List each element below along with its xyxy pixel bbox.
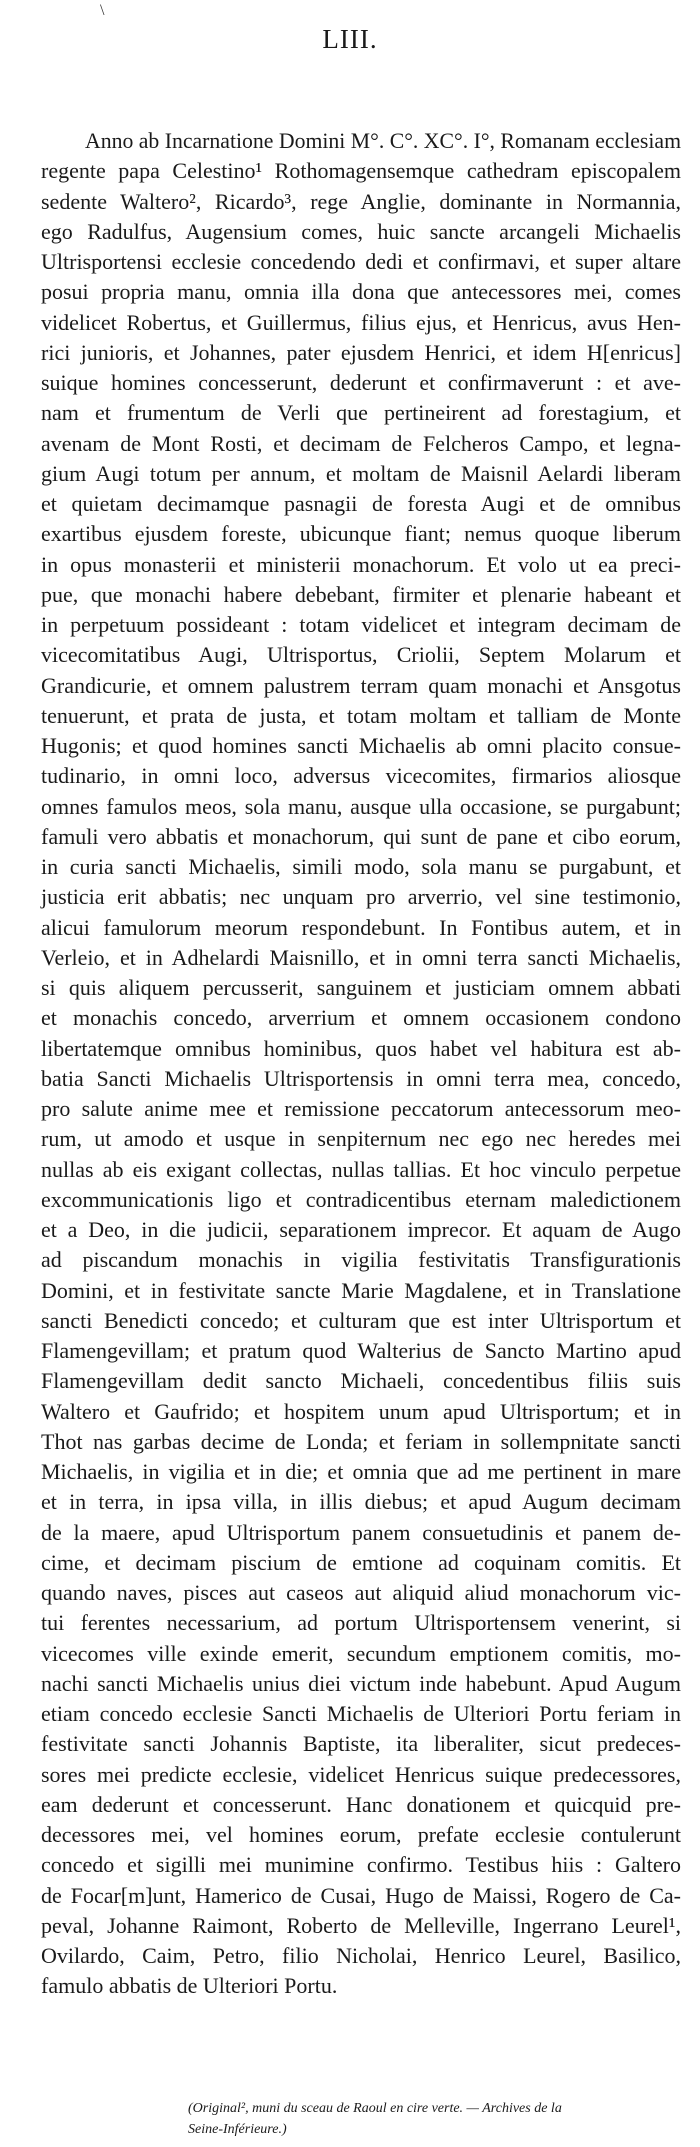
charter-line: Ultrisportensi ecclesie concedendo dedi et confirmavi, et super altare [41,249,681,274]
charter-line: alicui famulorum meorum respondebunt. In Fontibus autem, et in [41,914,681,940]
charter-line: ad piscandum monachis in vigilia festivitatis Transfigurationis [41,1247,681,1273]
charter-line: tudinario, in omni loco, adversus vicecomites, firmarios aliosque [41,763,681,789]
charter-line: Thot nas garbas decime de Londa; et feriam in sollempnitate sancti [41,1428,681,1454]
charter-line: rici junioris, et Johannes, pater ejusdem Henrici, et idem H[enricus] [41,339,681,365]
charter-line: si quis aliquem percusserit, sanguinem et justiciam omnem abbati [41,975,681,1000]
charter-line: avenam de Mont Rosti, et decimam de Felcheros Campo, et legna- [41,430,681,456]
charter-line: Flamengevillam dedit sancto Michaeli, concedentibus filiis suis [41,1368,681,1394]
charter-line: Hugonis; et quod homines sancti Michaelis ab omni placito consue- [41,733,681,758]
charter-line: sancti Benedicti concedo; et culturam que est inter Ultrisportum et [41,1307,681,1333]
charter-line: posui propria manu, omnia illa dona que antecessores mei, comes [41,279,681,305]
corner-mark: \ [100,2,105,19]
charter-line: justicia erit abbatis; nec unquam pro arverrio, vel sine testimonio, [41,884,681,910]
charter-line: nachi sancti Michaelis unius diei victum inde habebunt. Apud Augum [41,1670,681,1696]
charter-line: batia Sancti Michaelis Ultrisportensis in omni terra mea, concedo, [41,1065,681,1091]
charter-line: in opus monasterii et ministerii monachorum. Et volo ut ea preci- [41,551,681,577]
charter-line: pro salute anime mee et remissione peccatorum antecessorum meo- [41,1096,681,1121]
charter-line: famulo abbatis de Ulteriori Portu. [41,1973,338,1999]
charter-line: Flamengevillam; et pratum quod Walterius de Sancto Martino apud [41,1338,681,1363]
charter-line: Grandicurie, et omnem palustrem terram quam monachi et Ansgotus [41,672,681,698]
charter-line: gium Augi totum per annum, et moltam de Maisnil Aelardi liberam [41,460,681,486]
charter-line: vicecomitatibus Augi, Ultrisportus, Criolii, Septem Molarum et [41,642,681,668]
charter-line: famuli vero abbatis et monachorum, qui sunt de pane et cibo eorum, [41,823,681,849]
charter-number-heading: LIII. [322,24,378,54]
charter-line: videlicet Robertus, et Guillermus, filius ejus, et Henricus, avus Hen- [41,309,681,335]
source-note [188,2098,688,2140]
charter-line: ego Radulfus, Augensium comes, huic sancte arcangeli Michaelis [41,218,681,244]
charter-line: suique homines concesserunt, dederunt et confirmaverunt : et ave- [41,370,681,395]
charter-line: Anno ab Incarnatione Domini M°. C°. XC°. I°, Romanam ecclesiam [85,129,681,153]
charter-line: et in terra, in ipsa villa, in illis diebus; et apud Augum decimam [41,1489,681,1515]
charter-line: et monachis concedo, arverrium et omnem occasionem condono [41,1005,681,1031]
charter-line: in perpetuum possideant : totam videlicet et integram decimam de [41,612,681,637]
charter-line: tenuerunt, et prata de justa, et totam moltam et talliam de Monte [41,702,681,728]
charter-line: Waltero et Gaufrido; et hospitem unum apud Ultrisportum; et in [41,1398,681,1424]
charter-line: nam et frumentum de Verli que pertineirent ad forestagium, et [41,400,681,426]
charter-line: de Focar[m]unt, Hamerico de Cusai, Hugo de Maissi, Rogero de Ca- [41,1882,681,1908]
charter-line: Verleio, et in Adhelardi Maisnillo, et in omni terra sancti Michaelis, [41,944,681,970]
charter-line: regente papa Celestino¹ Rothomagensemque cathedram episcopalem [41,158,681,184]
charter-line: vicecomes ville exinde emerit, secundum emptionem comitis, mo- [41,1640,681,1666]
charter-line: etiam concedo ecclesie Sancti Michaelis de Ulteriori Portu feriam in [41,1701,681,1726]
source-note-line: Seine-Inférieure.) [188,2122,287,2137]
charter-line: concedo et sigilli mei munimine confirmo. Testibus hiis : Galtero [41,1852,681,1878]
charter-line: omnes famulos meos, sola manu, ausque ulla occasione, se purgabunt; [41,793,681,819]
charter-line: sedente Waltero², Ricardo³, rege Anglie, dominante in Normannia, [41,188,681,214]
charter-line: tui ferentes necessarium, ad portum Ultrisportensem venerint, si [41,1610,681,1636]
charter-line: rum, ut amodo et usque in senpiternum nec ego nec heredes mei [41,1126,681,1152]
charter-line: cime, et decimam piscium de emtione ad coquinam comitis. Et [41,1549,681,1575]
charter-line: Ovilardo, Caim, Petro, filio Nicholai, Henrico Leurel, Basilico, [41,1943,681,1968]
charter-line: libertatemque omnibus hominibus, quos habet vel habitura est ab- [41,1035,681,1061]
charter-line: in curia sancti Michaelis, simili modo, sola manu se purgabunt, et [41,854,681,879]
charter-line: et a Deo, in die judicii, separationem imprecor. Et aquam de Augo [41,1217,681,1242]
charter-line: sores mei predicte ecclesie, videlicet Henricus suique predecessores, [41,1761,681,1787]
charter-line: Domini, et in festivitate sancte Marie Magdalene, et in Translatione [41,1277,681,1303]
source-note-line: (Original², muni du sceau de Raoul en cire verte. — Archives de la [188,2101,562,2116]
charter-line: pue, que monachi habere debebant, firmiter et plenarie habeant et [41,581,681,607]
charter-line: excommunicationis ligo et contradicentibus eternam maledictionem [41,1186,681,1212]
charter-line: eam dederunt et concesserunt. Hanc donationem et quicquid pre- [41,1791,681,1817]
charter-line: quando naves, pisces aut caseos aut aliquid aliud monachorum vic- [41,1580,681,1605]
charter-line: decessores mei, vel homines eorum, prefate ecclesie contulerunt [41,1822,681,1847]
charter-line: de la maere, apud Ultrisportum panem consuetudinis et panem de- [41,1519,681,1545]
charter-text [41,126,681,2002]
charter-line: exartibus ejusdem foreste, ubicunque fiant; nemus quoque liberum [41,521,681,547]
charter-line: peval, Johanne Raimont, Roberto de Melleville, Ingerrano Leurel¹, [41,1912,681,1938]
charter-line: et quietam decimamque pasnagii de foresta Augi et de omnibus [41,491,681,516]
charter-line: festivitate sancti Johannis Baptiste, ita liberaliter, sicut predeces- [41,1731,681,1757]
charter-line: Michaelis, in vigilia et in die; et omnia que ad me pertinent in mare [41,1459,681,1484]
charter-line: nullas ab eis exigant collectas, nullas tallias. Et hoc vinculo perpetue [41,1156,681,1182]
